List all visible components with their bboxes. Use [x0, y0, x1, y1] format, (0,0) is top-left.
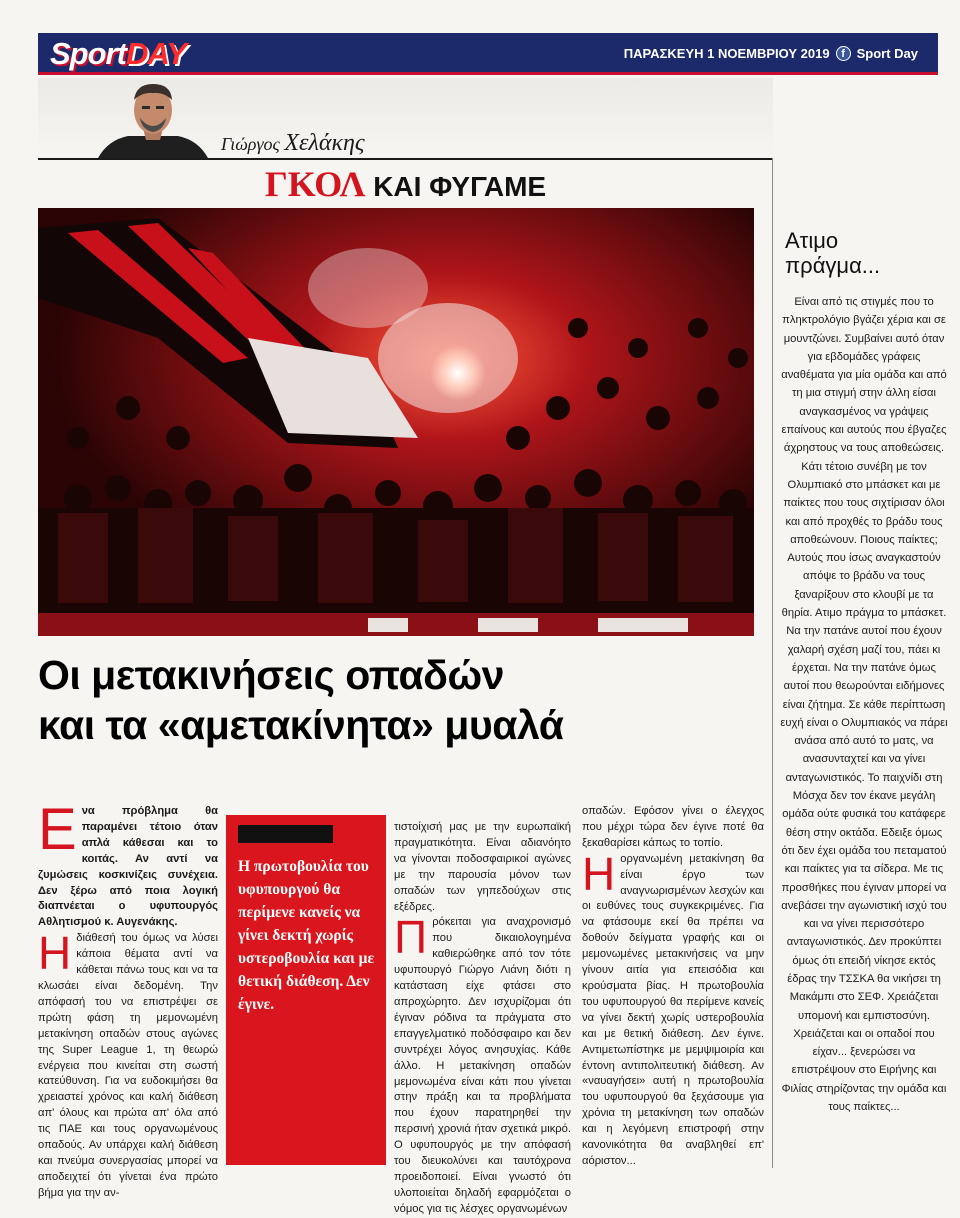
fans-flare-photo — [38, 208, 754, 636]
author-first-name: Γιώργος — [221, 134, 280, 154]
sportday-logo[interactable] — [50, 36, 186, 72]
header-rule — [38, 158, 773, 160]
paragraph-1-text: να πρόβλημα θα παραμένει τέτοιο όταν απλά κάθεσαι και το κοιτάς. Αν αντί να ζυμώσεις κοσκινίζεις συνέχεια. Δεν ξέρω από ποια λογική διαπνέεται ο υφυπουργός Αθλητισμού κ. Αυγενάκης. — [38, 805, 218, 929]
issue-date: ΠΑΡΑΣΚΕΥΗ 1 ΝΟΕΜΒΡΙΟΥ 2019 — [623, 46, 830, 61]
paragraph-4-continuation: οπαδών. Εφόσον γίνει ο έλεγχος που μέχρι τώρα δεν έγινε ποτέ θα ξεκαθαρίσει κάπως το τοπίο. — [582, 805, 764, 849]
column-title-black: ΚΑΙ ΦΥΓΑΜΕ — [373, 171, 547, 202]
dateline — [624, 46, 918, 61]
headline-line-2: και τα «αμετακίνητα» μυαλά — [38, 702, 564, 748]
logo-day: DAY — [125, 36, 187, 71]
paragraph-3-text: ρόκειται για αναχρονισμό που δικαιολογημένα καθιερώθηκε από τον τότε υφυπουργό Γιώργο Λιάνη διότι η κατάσταση είχε φτάσει στο απροχώρητο. Δεν ισχυρίζομαι ότι έγιναν ρόδινα τα πράγματα στο επαγγελματικό ποδόσφαιρο και δεν συντρέχει λόγος ανησυχίας. Κάθε άλλο. Η μετακίνηση οπαδών μεμονωμένα είναι κάτι που γίνεται στην πράξη και τα προβλήματα που έχουν παρατηρηθεί την περσινή χρονιά ήταν σχετικά μικρό. Ο υφυπουργός με την απόφασή του διευκολύνει και ταυτόχρονα προειδοποιεί. Είναι γνωστό ότι υλοποιείται δηλαδή εφαρμόζεται ο νόμος για τις λέσχες οργανωμένων — [394, 916, 571, 1215]
article-headline — [38, 650, 758, 750]
dropcap-i: Η — [38, 927, 72, 980]
sidebar-title-line-1: Ατιμο — [785, 228, 839, 253]
author-name[interactable] — [221, 130, 365, 157]
paragraph-3-continuation: τιστοίχισή μας με την ευρωπαϊκή πραγματικότητα. Είναι αδιανόητο να γίνονται ποδοσφαιρικοί αγώνες με την παρουσία μόνον των οπαδών των γηπεδούχων στις εξέδρες. — [394, 821, 571, 913]
sidebar-divider — [772, 158, 773, 1168]
logo-sport: Sport — [50, 36, 126, 71]
paragraph-4 — [582, 847, 764, 1170]
author-portrait — [98, 78, 208, 158]
paragraph-4-text: οργανωμένη μετακίνηση θα είναι έργο των αναγνωρισμένων λεσχών και οι ευθύνες τους συγκεκριμένες. Για να φτάσουμε εκεί θα πρέπει να δοθούν δείγματα γραφής και οι μεμονωμένες μετακινήσεις να μην γίνουν αιτία για επεισόδια και κρούσματα βίας. Η πρωτοβουλία του υφυπουργού θα περίμενε κανείς να γίνει δεκτή χωρίς υστεροβουλία και με θετική διάθεση. Δεν έγινε. Αντιμετωπίστηκε με μεμψιμοιρία και έντονη αντιπολιτευτική διάθεση. Αν «ναυαγήσει» αυτή η πρωτοβουλία του υφυπουργού θα ξεχάσουμε για χρόνια τη μετακίνηση των οπαδών και η λεγόμενη επιστροφή στην κανονικότητα θα αναβληθεί επ' αόριστον... — [582, 852, 764, 1167]
paragraph-2-text: διάθεσή του όμως να λύσει κάποια θέματα αντί να κάθεται πάνω τους και να τα κλωσάει είναι δεδομένη. Την απόφασή του να επιστρέψει σε πρώτη φάση τη μεμονωμένη μετακίνηση οπαδών στους αγώνες της Super League 1, τη θεωρώ ενέργεια που κινείται στη σωστή κατεύθυνση. Για να ευδοκιμήσει θα χρειαστεί χρόνος και καλή διάθεση απ' όλους και πρώτα απ' όλα από τις ΠΑΕ και τους οργανωμένους οπαδούς. Αν υπάρχει καλή διάθεση και πνεύμα συνεργασίας μπορεί να αποδειχτεί ότι γίνεται ένα πρώτο βήμα για την αν- — [38, 932, 218, 1199]
sidebar-text: Είναι από τις στιγμές που το πληκτρολόγιο βγάζει χέρια και σε μουντζώνει. Συμβαίνει αυτό όταν για εβδομάδες γράφεις αναθέματα για μία ομάδα και από τη μια στιγμή στην άλλη είσαι αναγκασμένος να γράψεις επαίνους και αυτούς που έβγαζες άχρηστους να τους αποθεώσεις. Κάτι τέτοιο συνέβη με τον Ολυμπιακό στο μπάσκετ και με παίκτες που τους σιχτίρισαν όλοι και από προχθές το βράδυ τους αποθεώνουν. Ποιους παίκτες; Αυτούς που ίσως αναγκαστούν απόψε το βράδυ να τους ξαναρίξουν στο κλουβί με τα θηρία. Ατιμο πράγμα το μπάσκετ. Να την πατάνε αυτοί που έχουν χαλαρή σχέση μαζί του, πάει κι έρχεται. Να την πατάνε όμως αυτοί που θεωρούνται ειδήμονες είναι ζήτημα. Σε κάθε περίπτωση ευχή είναι ο Ολυμπιακός να πάρει ανάσα από αυτό το ματς, να ανασυνταχτεί και να γίνει ανταγωνιστικός. Το παιχνίδι στη Μόσχα δεν τον έκανε μεγάλη ομάδα ούτε φυσικά του κατάφερε θέση στην οκτάδα. Εδειξε όμως ότι δεν έχει ομάδα του πεταματού και παίκτες για τα σίδερα. Με τις προσθήκες που έγιναν μπορεί να ανεβάσει την αγωνιστική ισχύ του και να γίνει περισσότερο ανταγωνιστικός. Δεν προκύπτει όμως ότι επειδή νίκησε εκτός έδρας την ΤΣΣΚΑ θα νικήσει τη Μακάμπι στο ΣΕΦ. Χρειάζεται υπομονή και εμπιστοσύνη. Χρειάζεται και οι οπαδοί που είχαν... ξενερώσει να επιστρέψουν στο Ειρήνης και Φιλίας στηρίζοντας την ομάδα και τους παίκτες... — [780, 296, 948, 1114]
column-title — [38, 163, 773, 205]
headline-line-1: Οι μετακινήσεις οπαδών — [38, 652, 504, 698]
facebook-label[interactable]: Sport Day — [856, 46, 918, 61]
dropcap-p: Π — [394, 911, 428, 964]
paragraph-1 — [38, 797, 218, 931]
column-title-red: ΓΚΟΛ — [264, 164, 366, 204]
author-strip — [38, 78, 773, 158]
masthead-bar — [38, 33, 938, 75]
author-last-name: Χελάκης — [284, 130, 365, 156]
facebook-icon[interactable]: f — [836, 46, 851, 61]
sidebar-title — [785, 228, 950, 278]
paragraph-3 — [394, 911, 571, 1217]
pull-quote-text: Η πρωτοβουλία του υφυπουργού θα περίμενε κανείς να γίνει δεκτή χωρίς υστεροβουλία και με θετική διάθεση. Δεν έγινε. — [238, 858, 375, 1013]
article-column-1 — [38, 797, 218, 1202]
article-column-3 — [394, 820, 571, 1218]
pull-quote-bar — [238, 825, 333, 843]
pull-quote-box — [226, 815, 386, 1165]
dropcap-e: Ε — [38, 797, 77, 862]
sidebar-title-line-2: πράγμα... — [785, 253, 881, 278]
paragraph-2 — [38, 927, 218, 1201]
dropcap-i-2: Η — [582, 847, 616, 900]
article-column-4 — [582, 804, 764, 1170]
